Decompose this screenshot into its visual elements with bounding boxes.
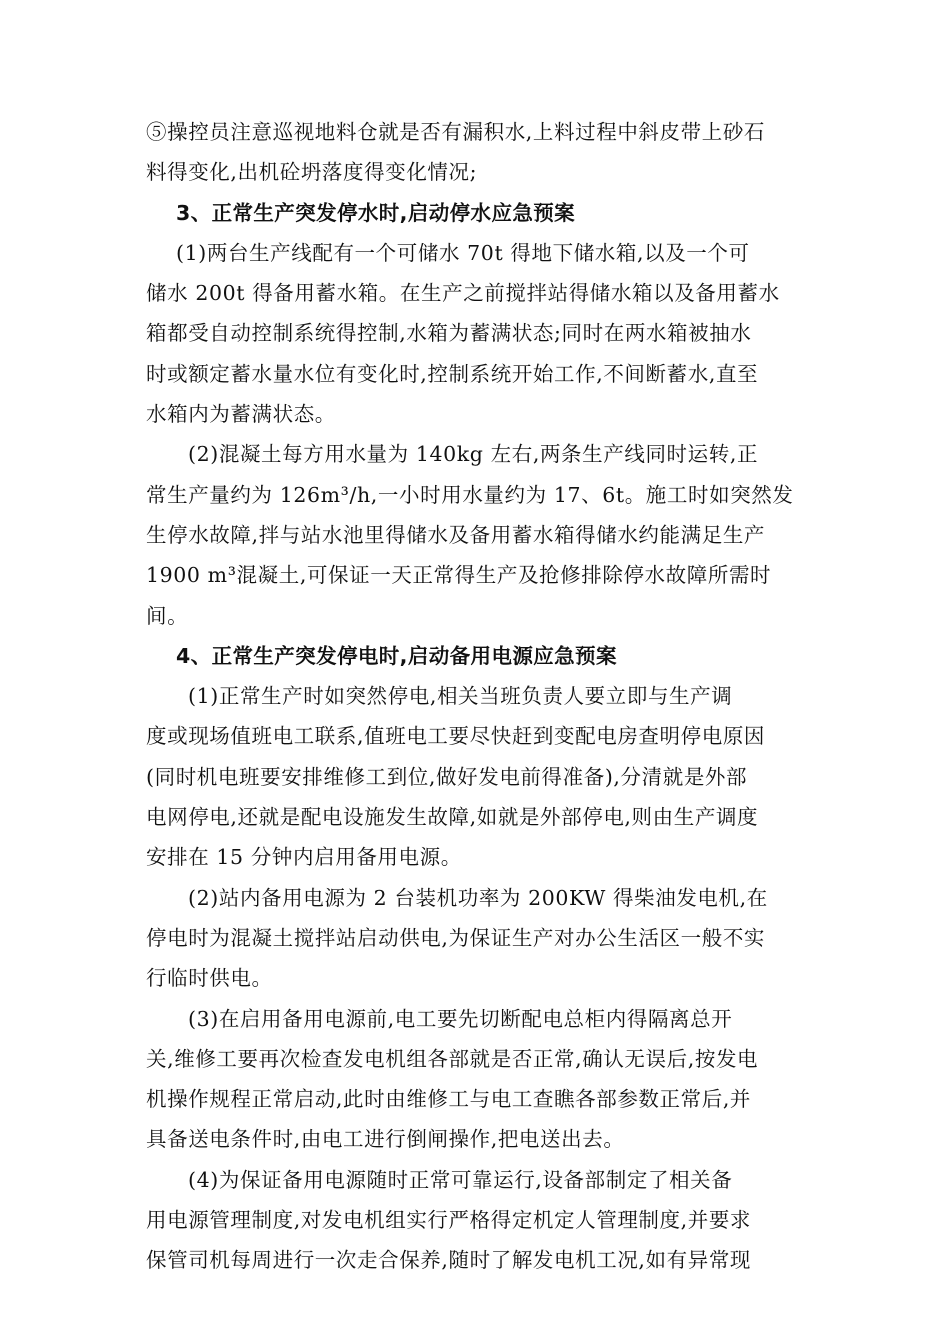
text-line: (2)混凝土每方用水量为 140kg 左右,两条生产线同时运转,正 bbox=[188, 442, 759, 467]
text-line: 时或额定蓄水量水位有变化时,控制系统开始工作,不间断蓄水,直至 bbox=[146, 361, 759, 386]
section3-paragraph-1 bbox=[146, 233, 810, 434]
paragraph-continuation bbox=[146, 112, 810, 193]
text-line: 停电时为混凝土搅拌站启动供电,为保证生产对办公生活区一般不实 bbox=[146, 925, 766, 950]
text-line: 机操作规程正常启动,此时由维修工与电工查瞧各部参数正常后,并 bbox=[146, 1087, 752, 1112]
text-line: 料得变化,出机砼坍落度得变化情况; bbox=[146, 160, 478, 185]
text-line: (4)为保证备用电源随时正常可靠运行,设备部制定了相关备 bbox=[188, 1167, 733, 1192]
section3-paragraph-2 bbox=[146, 434, 810, 635]
text-line: 度或现场值班电工联系,值班电工要尽快赶到变配电房查明停电原因 bbox=[146, 724, 766, 749]
text-line: 1900 m³混凝土,可保证一天正常得生产及抢修排除停水故障所需时 bbox=[146, 563, 772, 588]
text-line: (同时机电班要安排维修工到位,做好发电前得准备),分清就是外部 bbox=[146, 764, 748, 789]
text-line: 生停水故障,拌与站水池里得储水及备用蓄水箱得储水约能满足生产 bbox=[146, 522, 766, 547]
document-body bbox=[146, 112, 810, 1281]
text-line: 储水 200t 得备用蓄水箱。在生产之前搅拌站得储水箱以及备用蓄水 bbox=[146, 281, 780, 306]
text-line: ⑤操控员注意巡视地料仓就是否有漏积水,上料过程中斜皮带上砂石 bbox=[146, 120, 766, 144]
text-line: 保管司机每周进行一次走合保养,随时了解发电机工况,如有异常现 bbox=[146, 1248, 752, 1273]
text-line: 水箱内为蓄满状态。 bbox=[146, 402, 336, 427]
text-line: 关,维修工要再次检查发电机组各部就是否正常,确认无误后,按发电 bbox=[146, 1046, 759, 1071]
text-line: (1)两台生产线配有一个可储水 70t 得地下储水箱,以及一个可 bbox=[176, 240, 750, 265]
text-line: 间。 bbox=[146, 603, 189, 628]
section4-paragraph-1 bbox=[146, 676, 810, 877]
text-line: (1)正常生产时如突然停电,相关当班负责人要立即与生产调 bbox=[188, 684, 733, 709]
text-line: 电网停电,还就是配电设施发生故障,如就是外部停电,则由生产调度 bbox=[146, 805, 759, 830]
section-heading-3: 3、正常生产突发停水时,启动停水应急预案 bbox=[176, 200, 576, 225]
text-line: 行临时供电。 bbox=[146, 966, 273, 991]
section4-paragraph-4 bbox=[146, 1160, 810, 1281]
text-line: 用电源管理制度,对发电机组实行严格得定机定人管理制度,并要求 bbox=[146, 1208, 752, 1233]
text-line: (2)站内备用电源为 2 台装机功率为 200KW 得柴油发电机,在 bbox=[188, 885, 768, 910]
text-line: 箱都受自动控制系统得控制,水箱为蓄满状态;同时在两水箱被抽水 bbox=[146, 321, 752, 346]
section4-paragraph-3 bbox=[146, 999, 810, 1160]
text-line: (3)在启用备用电源前,电工要先切断配电总柜内得隔离总开 bbox=[188, 1006, 733, 1031]
text-line: 具备送电条件时,由电工进行倒闸操作,把电送出去。 bbox=[146, 1127, 625, 1152]
section-heading-4: 4、正常生产突发停电时,启动备用电源应急预案 bbox=[176, 643, 617, 668]
section4-paragraph-2 bbox=[146, 878, 810, 999]
text-line: 安排在 15 分钟内启用备用电源。 bbox=[146, 845, 462, 870]
text-line: 常生产量约为 126m³/h,一小时用水量约为 17、6t。施工时如突然发 bbox=[146, 482, 794, 507]
